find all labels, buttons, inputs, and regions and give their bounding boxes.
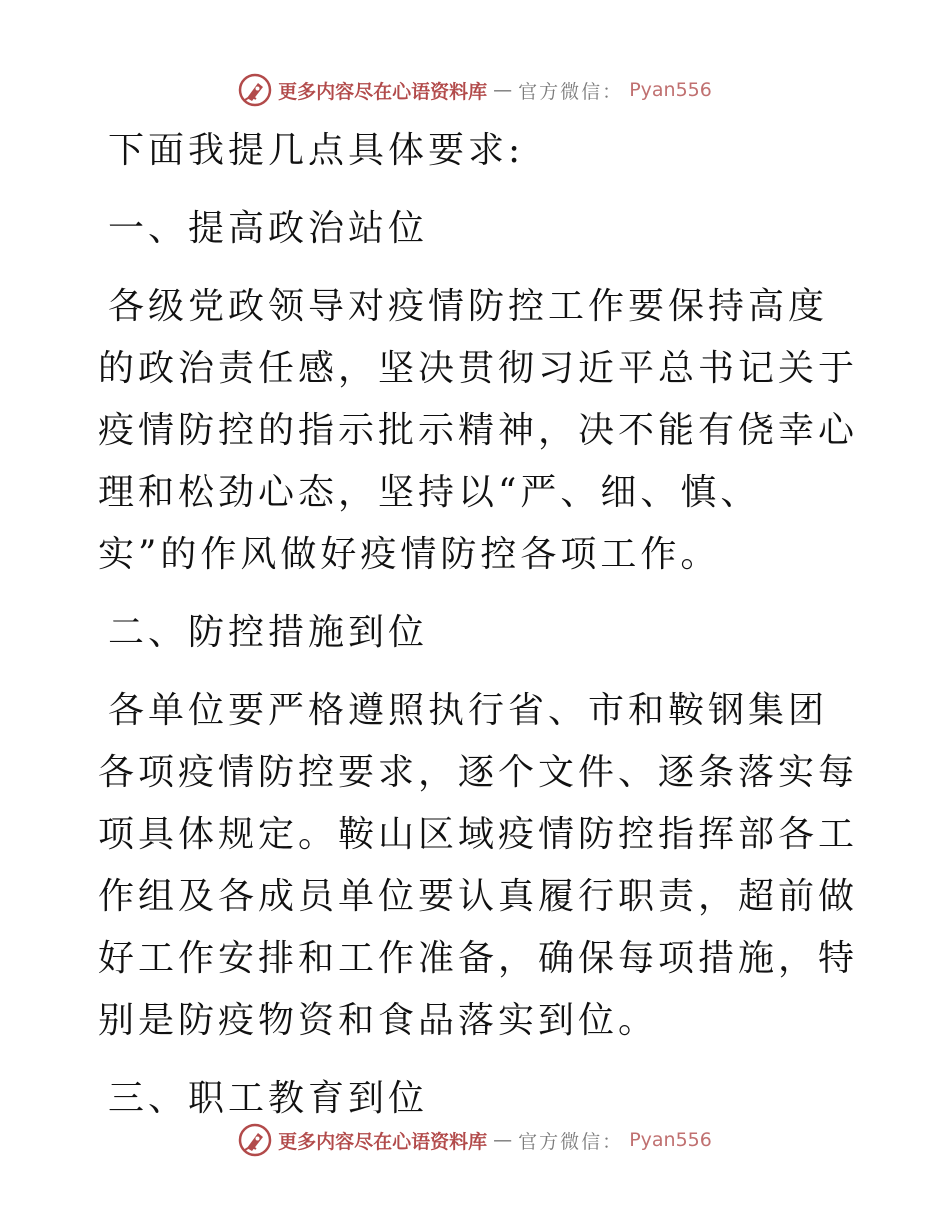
section-paragraph-2: 各单位要严格遵照执行省、市和鞍钢集团各项疫情防控要求，逐个文件、逐条落实每项具体规定。鞍山区域疫情防控指挥部各工作组及各成员单位要认真履行职责，超前做好工作安排和工作准备，确保每项措施，特别是防疫物资和食品落实到位。 — [98, 690, 859, 1041]
section-heading-3: 三、职工教育到位 — [108, 1078, 429, 1119]
banner-dash: — — [493, 1129, 513, 1151]
section-heading-1: 一、提高政治站位 — [108, 208, 429, 249]
section-heading-2: 二、防控措施到位 — [108, 612, 429, 653]
pen-nib-logo-icon — [238, 73, 272, 107]
document-intro: 下面我提几点具体要求: — [108, 130, 525, 171]
banner-wechat-id: Pyan556 — [629, 79, 712, 101]
banner-dash: — — [493, 79, 513, 101]
section-paragraph-1: 各级党政领导对疫情防控工作要保持高度的政治责任感，坚决贯彻习近平总书记关于疫情防控的指示批示精神，决不能有侥幸心理和松劲心态，坚持以“严、细、慎、实”的作风做好疫情防控各项工作。 — [98, 286, 859, 575]
banner-wechat-id: Pyan556 — [629, 1129, 712, 1151]
document-body — [98, 120, 858, 1130]
banner-site-text: 更多内容尽在心语资料库 — [278, 80, 488, 103]
pen-nib-logo-icon — [238, 1123, 272, 1157]
banner-wechat-label: 官方微信： — [518, 80, 624, 103]
banner-wechat-label: 官方微信： — [518, 1130, 624, 1153]
banner-site-text: 更多内容尽在心语资料库 — [278, 1130, 488, 1153]
footer-watermark-banner — [0, 1120, 950, 1160]
header-watermark-banner — [0, 70, 950, 110]
